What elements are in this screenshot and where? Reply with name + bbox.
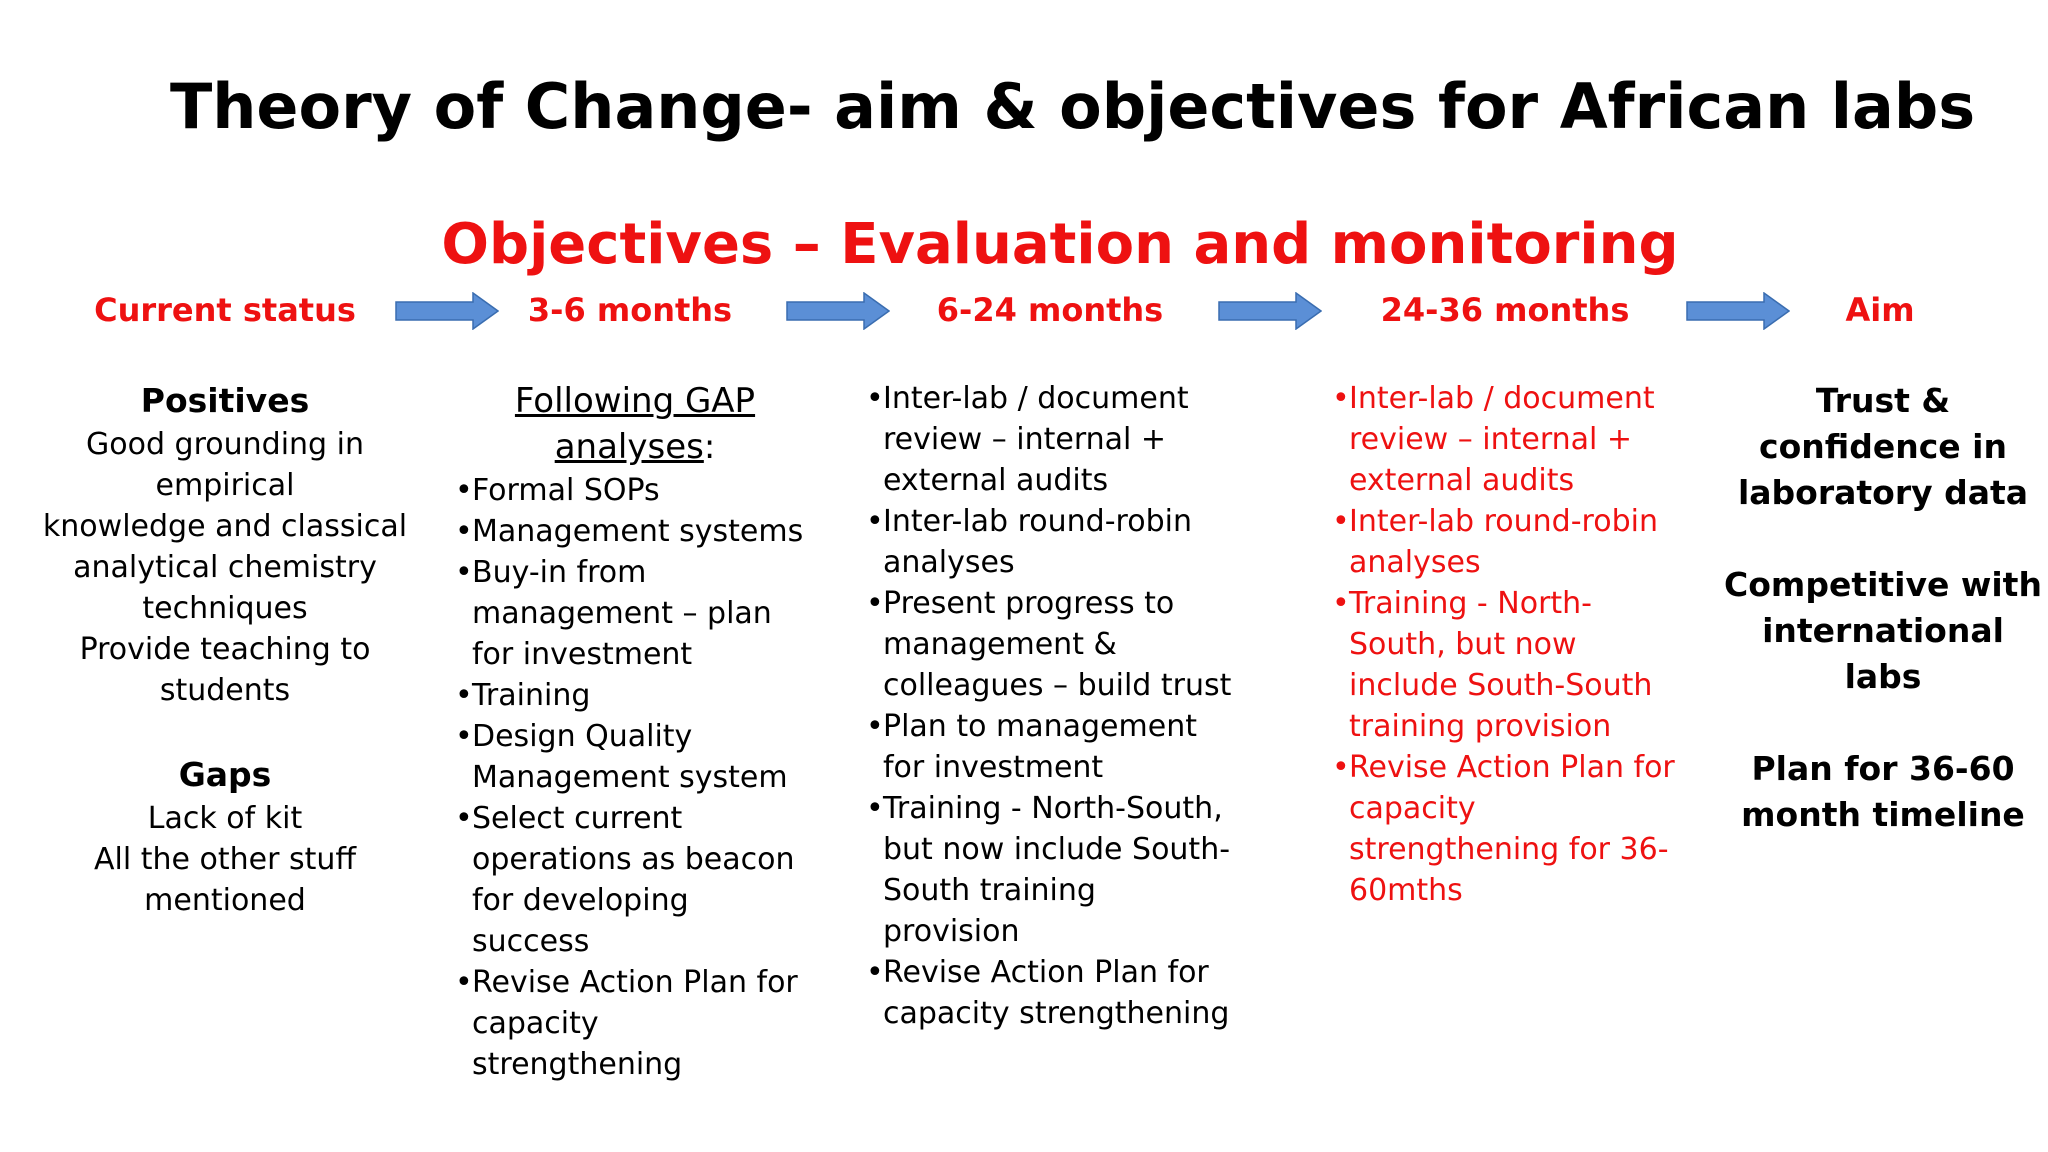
list-item: • Training - North-South, but now include South-South training provision: [866, 788, 1236, 952]
months-6-24-column: [866, 378, 1236, 1034]
right-arrow-icon: [786, 292, 890, 330]
list-item: • Buy-in from management – plan for investment: [455, 552, 815, 675]
gap-analyses-heading-line2: analyses: [554, 427, 704, 467]
list-item: • Revise Action Plan for capacity strengthening: [866, 952, 1236, 1034]
positives-heading: Positives: [140, 381, 310, 420]
aim-column: [1723, 378, 2043, 884]
list-item: • Present progress to management & colleagues – build trust: [866, 583, 1236, 706]
gaps-line: All the other stuff mentioned: [93, 842, 357, 918]
stage-label-6-24-months: 6-24 months: [936, 291, 1164, 329]
list-item: • Plan to management for investment: [866, 706, 1236, 788]
months-24-36-list: [1332, 378, 1687, 911]
list-item: • Revise Action Plan for capacity strengthening for 36-60mths: [1332, 747, 1687, 911]
months-3-6-list: [455, 470, 815, 1085]
list-item: • Formal SOPs: [455, 470, 815, 511]
list-item: • Training - North-South, but now include South-South training provision: [1332, 583, 1687, 747]
list-item: • Inter-lab round-robin analyses: [866, 501, 1236, 583]
positives-line: Provide teaching to students: [79, 632, 371, 708]
aim-item: Plan for 36-60 month timeline: [1741, 749, 2025, 834]
list-item: • Inter-lab / document review – internal + external audits: [1332, 378, 1687, 501]
positives-line: techniques: [142, 591, 308, 626]
current-status-column: [15, 378, 435, 921]
right-arrow-icon: [1686, 292, 1790, 330]
gaps-heading: Gaps: [178, 755, 272, 794]
months-3-6-column: [455, 378, 815, 1085]
list-item: • Inter-lab / document review – internal + external audits: [866, 378, 1236, 501]
gap-analyses-heading: [455, 378, 815, 470]
positives-line: Good grounding in empirical: [86, 427, 364, 503]
right-arrow-icon: [1218, 292, 1322, 330]
list-item: • Management systems: [455, 511, 815, 552]
stage-label-current-status: Current status: [94, 291, 356, 329]
aim-item: Trust & confidence in laboratory data: [1737, 381, 2029, 512]
page-title: Theory of Change- aim & objectives for African labs: [170, 70, 1976, 143]
gap-analyses-heading-line1: Following GAP: [514, 381, 756, 421]
stage-label-24-36-months: 24-36 months: [1380, 291, 1630, 329]
right-arrow-icon: [395, 292, 499, 330]
stage-label-aim: Aim: [1845, 291, 1915, 329]
aim-item: Competitive with international labs: [1724, 565, 2042, 696]
list-item: • Select current operations as beacon for developing success: [455, 798, 815, 962]
gaps-line: Lack of kit: [147, 801, 303, 836]
gap-analyses-heading-colon: :: [703, 427, 716, 467]
list-item: • Revise Action Plan for capacity strengthening: [455, 962, 815, 1085]
diagram-subtitle: Objectives – Evaluation and monitoring: [441, 212, 1679, 277]
list-item: • Training: [455, 675, 815, 716]
months-6-24-list: [866, 378, 1236, 1034]
list-item: • Design Quality Management system: [455, 716, 815, 798]
stage-label-3-6-months: 3-6 months: [527, 291, 733, 329]
list-item: • Inter-lab round-robin analyses: [1332, 501, 1687, 583]
months-24-36-column: [1332, 378, 1687, 911]
positives-line: knowledge and classical: [42, 509, 408, 544]
positives-line: analytical chemistry: [73, 550, 377, 585]
